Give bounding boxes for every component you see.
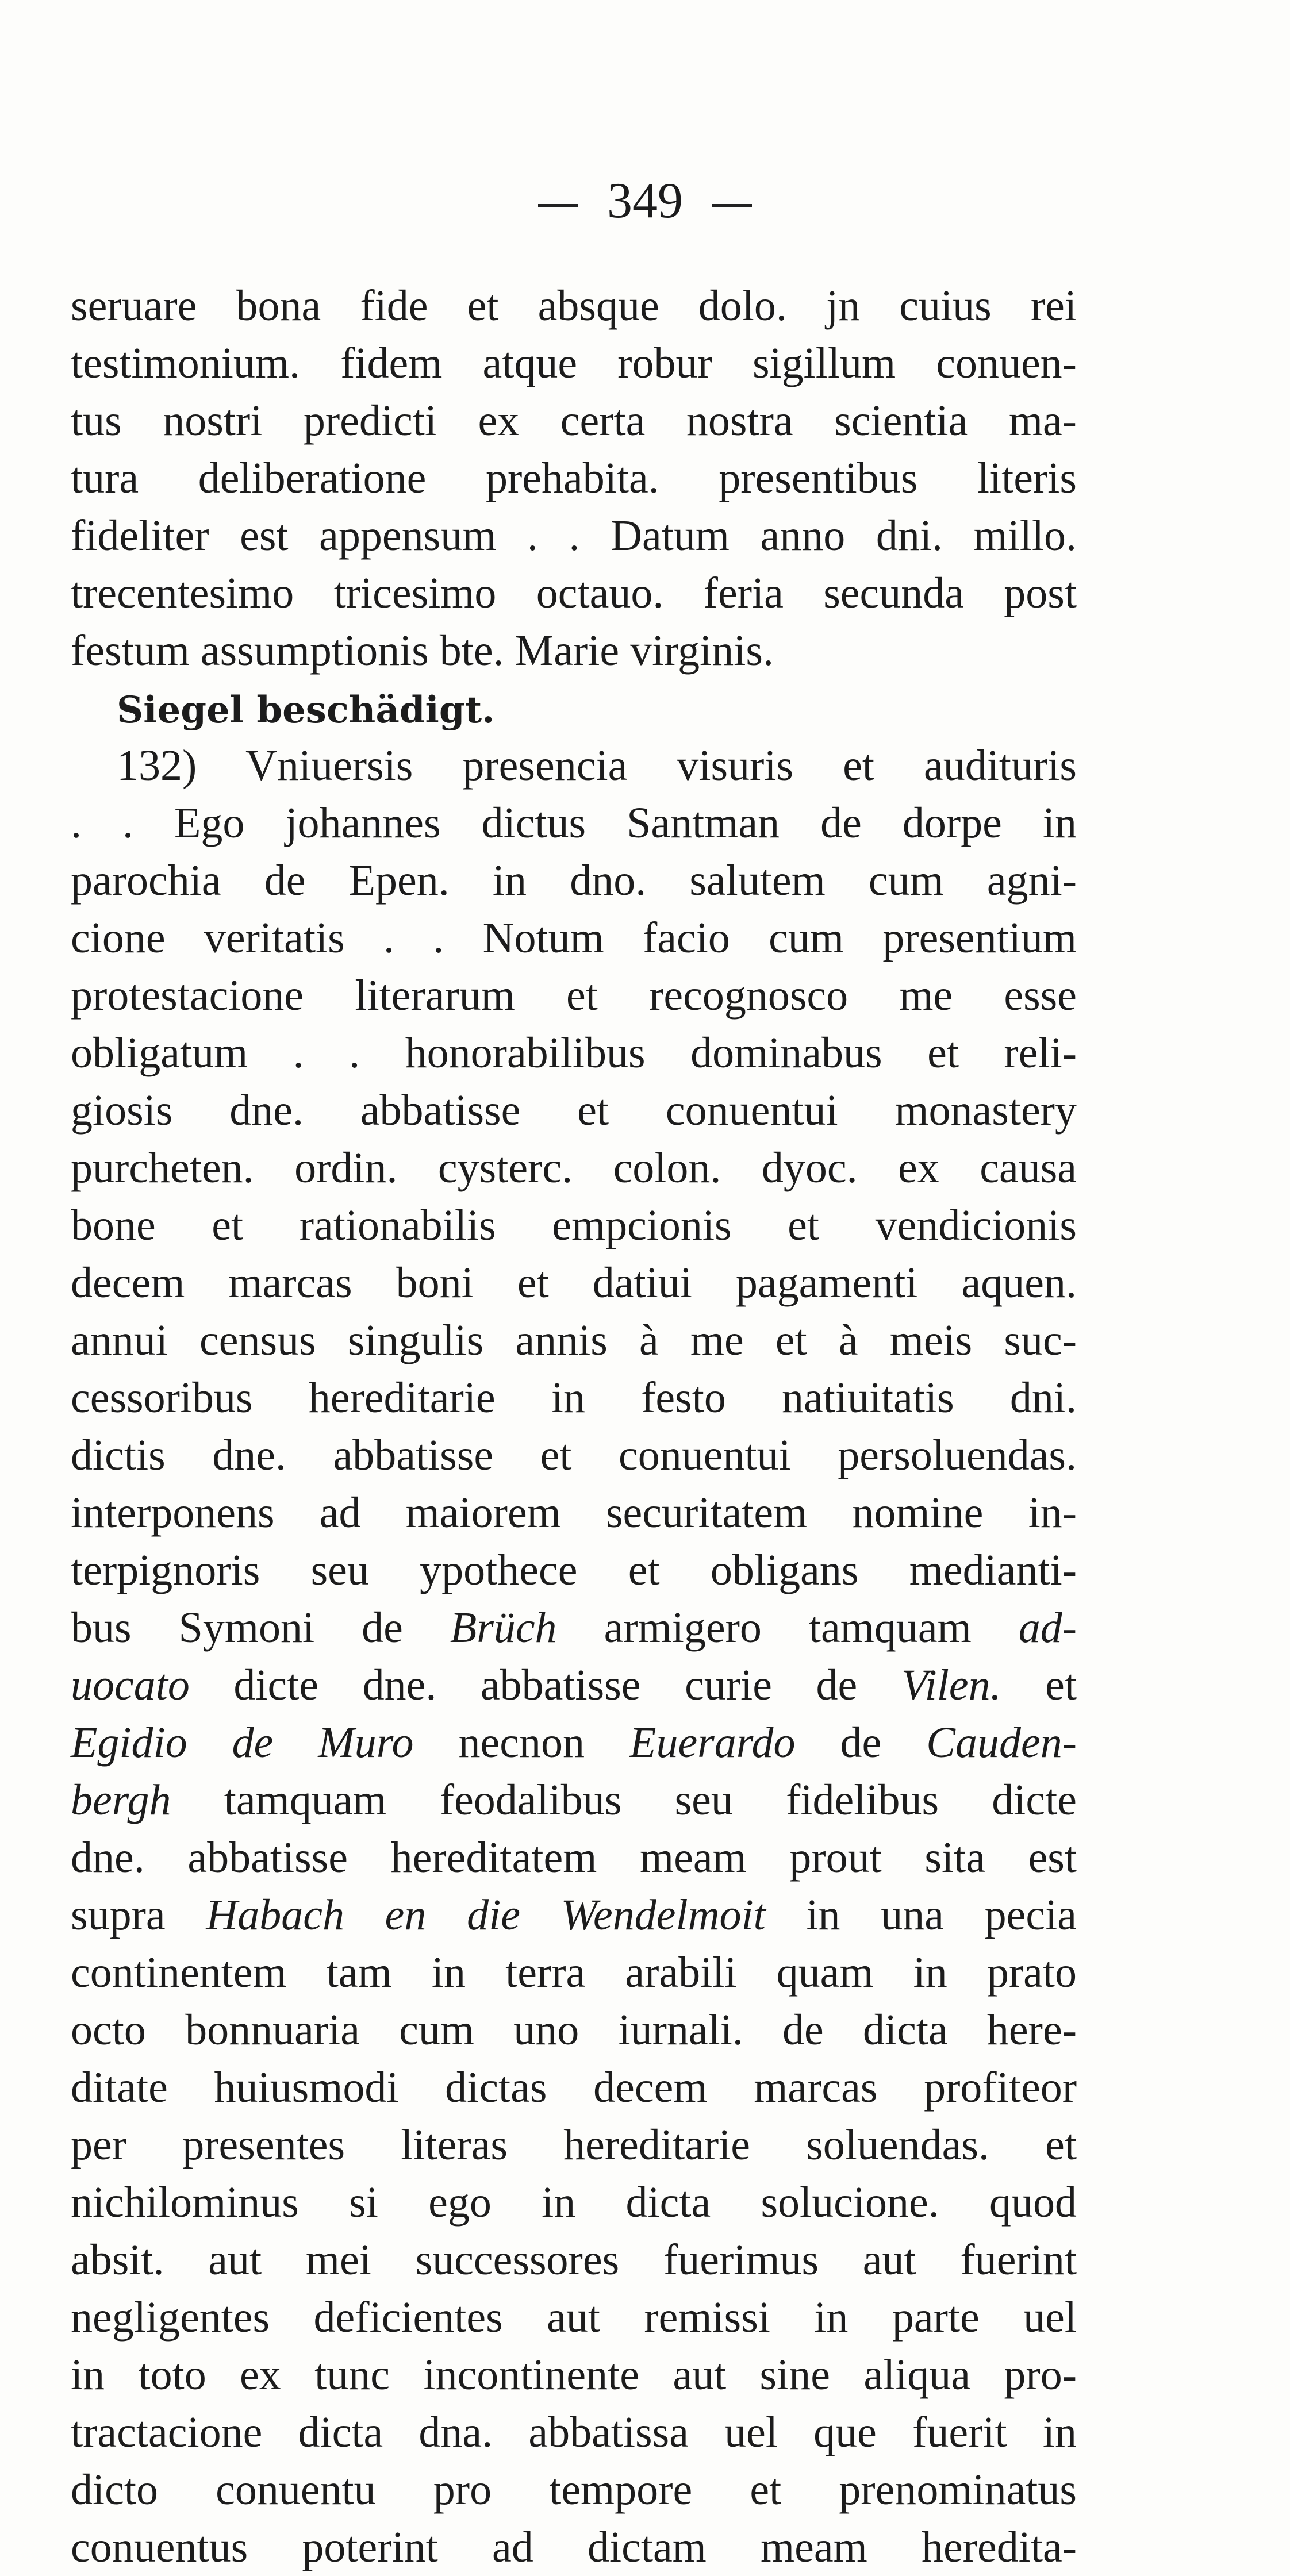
text-line (71, 1944, 1077, 2001)
fraktur-note: Siegel beschädigt. (117, 689, 495, 732)
text-segment: seruare bona fide et absque dolo. jn cuius rei (71, 282, 1077, 330)
text-segment: nichilominus si ego in dicta solucione. quod (71, 2178, 1077, 2227)
text-segment: conuentus poterint ad dictam meam heredita- (71, 2523, 1077, 2571)
text-segment: octo bonnuaria cum uno iurnali. de dicta here- (71, 2006, 1077, 2054)
italic-text-segment: Euerardo (629, 1718, 796, 1767)
dash-left (538, 204, 578, 207)
text-line (71, 1369, 1077, 1427)
text-line (71, 2116, 1077, 2174)
text-segment: in una pecia (765, 1891, 1077, 1939)
text-segment: negligentes deficientes aut remissi in parte uel (71, 2293, 1077, 2342)
text-segment: fideliter est appensum . . Datum anno dni. millo. (71, 512, 1077, 560)
text-line (71, 909, 1077, 967)
italic-text-segment: bergh (71, 1776, 171, 1824)
text-line (71, 2001, 1077, 2059)
body-text (71, 277, 1077, 2576)
text-segment: protestacione literarum et recognosco me esse (71, 971, 1077, 1020)
text-line (71, 2289, 1077, 2346)
text-line (71, 449, 1077, 507)
text-segment: tura deliberatione prehabita. presentibus literis (71, 454, 1077, 502)
text-line (71, 1484, 1077, 1541)
text-line (71, 679, 1077, 737)
text-line (71, 1886, 1077, 1944)
text-segment: 132) Vniuersis presencia visuris et audituris (117, 741, 1077, 790)
text-segment: testimonium. fidem atque robur sigillum conuen- (71, 339, 1077, 387)
text-line (71, 2461, 1077, 2519)
text-segment: decem marcas boni et datiui pagamenti aquen. (71, 1259, 1077, 1307)
text-line (71, 622, 1077, 679)
text-segment: cione veritatis . . Notum facio cum presentium (71, 914, 1077, 962)
text-line (71, 2059, 1077, 2116)
text-line (71, 1829, 1077, 1886)
text-segment: in toto ex tunc incontinente aut sine aliqua pro- (71, 2351, 1077, 2399)
text-line (71, 2346, 1077, 2404)
text-line (71, 2519, 1077, 2576)
text-line (71, 2404, 1077, 2461)
text-line (71, 1312, 1077, 1369)
text-segment: per presentes literas hereditarie soluendas. et (71, 2121, 1077, 2169)
italic-text-segment: uocato (71, 1661, 190, 1709)
text-line (71, 2231, 1077, 2289)
italic-text-segment: ad- (1018, 1604, 1077, 1652)
text-segment: annui census singulis annis à me et à meis suc- (71, 1316, 1077, 1364)
text-line (71, 564, 1077, 622)
text-segment: parochia de Epen. in dno. salutem cum agni- (71, 856, 1077, 905)
text-line (71, 852, 1077, 909)
text-line (71, 967, 1077, 1024)
italic-text-segment: Habach en die Wendelmoit (206, 1891, 766, 1939)
italic-text-segment: Cauden- (926, 1718, 1077, 1767)
text-segment: purcheten. ordin. cysterc. colon. dyoc. ex causa (71, 1144, 1077, 1192)
page-number-header (0, 172, 1290, 230)
text-line (71, 1714, 1077, 1771)
text-segment: bone et rationabilis empcionis et vendicionis (71, 1201, 1077, 1249)
text-segment: de (795, 1718, 927, 1767)
text-segment: continentem tam in terra arabili quam in prato (71, 1948, 1077, 1997)
text-segment: trecentesimo tricesimo octauo. feria secunda post (71, 569, 1077, 617)
text-segment: tus nostri predicti ex certa nostra scientia ma- (71, 397, 1077, 445)
text-segment: supra (71, 1891, 206, 1939)
text-segment: giosis dne. abbatisse et conuentui monastery (71, 1086, 1077, 1135)
text-line (71, 392, 1077, 449)
text-segment: festum assumptionis bte. Marie virginis. (71, 626, 774, 675)
text-line (71, 507, 1077, 564)
text-line (71, 277, 1077, 335)
text-segment: tamquam feodalibus seu fidelibus dicte (171, 1776, 1077, 1824)
text-segment: bus Symoni de (71, 1604, 450, 1652)
dash-right (712, 204, 752, 207)
text-segment: dne. abbatisse hereditatem meam prout sita est (71, 1833, 1077, 1882)
text-line (71, 737, 1077, 794)
text-line (71, 1139, 1077, 1197)
text-line (71, 1024, 1077, 1082)
text-line (71, 1427, 1077, 1484)
italic-text-segment: Brüch (450, 1604, 557, 1652)
text-line (71, 1771, 1077, 1829)
text-line (71, 1541, 1077, 1599)
text-line (71, 1656, 1077, 1714)
text-segment: et (1001, 1661, 1077, 1709)
text-segment: ditate huiusmodi dictas decem marcas profiteor (71, 2063, 1077, 2112)
text-segment: dictis dne. abbatisse et conuentui persoluendas. (71, 1431, 1077, 1479)
text-segment: tractacione dicta dna. abbatissa uel que fuerit in (71, 2408, 1077, 2456)
italic-text-segment: Egidio de Muro (71, 1718, 414, 1767)
text-line (71, 1197, 1077, 1254)
text-segment: interponens ad maiorem securitatem nomine in- (71, 1489, 1077, 1537)
text-segment: dicto conuentu pro tempore et prenominatus (71, 2466, 1077, 2514)
text-segment: terpignoris seu ypothece et obligans medianti- (71, 1546, 1077, 1594)
text-segment: . . Ego johannes dictus Santman de dorpe in (71, 799, 1077, 847)
page-number: 349 (607, 173, 683, 229)
text-segment: armigero tamquam (556, 1604, 1019, 1652)
text-segment: obligatum . . honorabilibus dominabus et reli- (71, 1029, 1077, 1077)
text-line (71, 1254, 1077, 1312)
text-segment: necnon (413, 1718, 630, 1767)
text-line (71, 1082, 1077, 1139)
text-segment: cessoribus hereditarie in festo natiuitatis dni. (71, 1374, 1077, 1422)
text-segment: dicte dne. abbatisse curie de (189, 1661, 901, 1709)
text-line (71, 335, 1077, 392)
text-segment: absit. aut mei successores fuerimus aut fuerint (71, 2236, 1077, 2284)
text-line (71, 2174, 1077, 2231)
text-line (71, 1599, 1077, 1656)
text-line (71, 794, 1077, 852)
italic-text-segment: Vilen. (901, 1661, 1001, 1709)
